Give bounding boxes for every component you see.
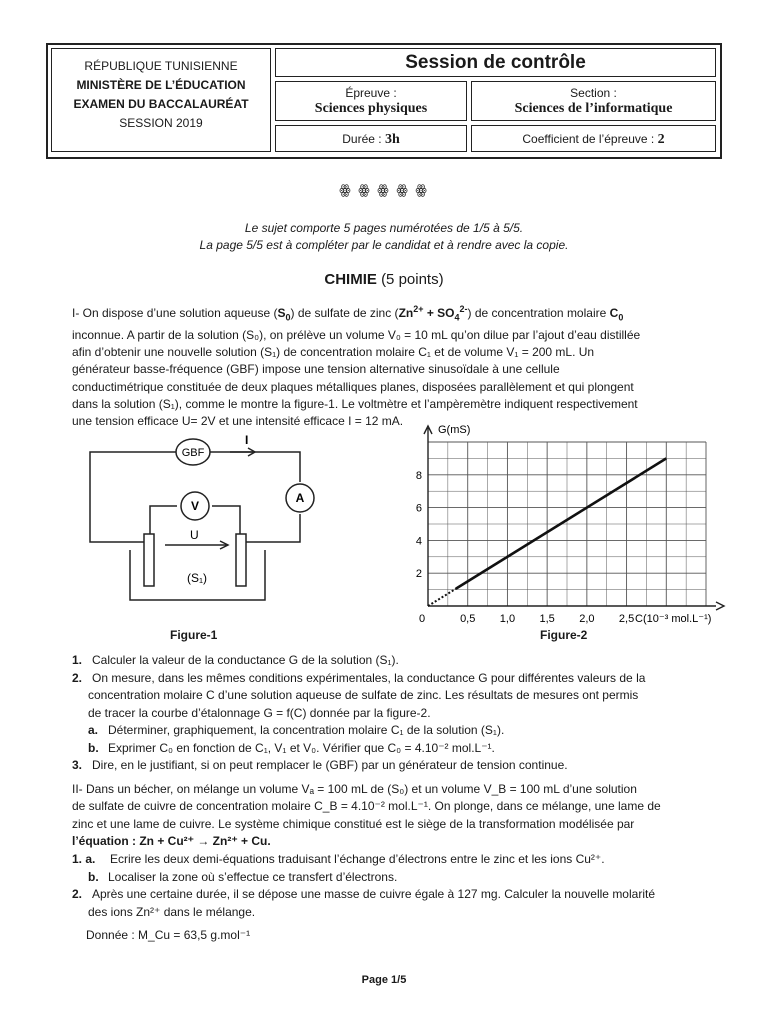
- part1-line-1: I- On dispose d’une solution aqueuse $(S_0)$ de sulfate de zinc $(Zn^{2+} + SO_4^{2-})$ de concentration molaire $C_0$: [72, 304, 624, 323]
- question-text: Déterminer, graphiquement, la concentration molaire C₁ de la solution (S₁).: [108, 723, 505, 737]
- part1-paragraph: [72, 301, 738, 430]
- question-text: On mesure, dans les mêmes conditions expérimentales, la conductance G pour différentes valeurs de la: [92, 670, 646, 685]
- solution-label: (S₁): [186, 571, 208, 585]
- question-number: b.: [88, 869, 99, 884]
- exam-name: EXAMEN DU BACCALAURÉAT: [73, 97, 249, 111]
- session-year: SESSION 2019: [119, 116, 203, 130]
- x-tick-label: 0: [418, 613, 426, 625]
- question-text: Calculer la valeur de la conductance G de la solution (S₁).: [92, 653, 399, 667]
- y-tick-label: 6: [415, 502, 422, 515]
- x-axis-label: C(10⁻³ mol.L⁻¹): [635, 613, 712, 625]
- tension-label: U: [190, 528, 199, 542]
- questions-part2: [72, 851, 738, 921]
- current-label: I: [245, 433, 249, 447]
- x-axis-arrow: [716, 602, 724, 610]
- part1-line-4: générateur basse-fréquence (GBF) impose une tension alternative sinusoïdale à une cellule: [72, 362, 560, 377]
- question-item: [72, 886, 738, 904]
- part1-line-3: afin d’obtenir une nouvelle solution (S₁) de concentration molaire C₁ et de volume V₁ = 200 mL. Un: [72, 344, 595, 359]
- section-title: CHIMIE: [324, 271, 377, 288]
- question-number: 1.: [72, 653, 83, 667]
- question-number: a.: [88, 723, 99, 737]
- intro-line-2: La page 5/5 est à compléter par le candidat et à rendre avec la copie.: [199, 238, 569, 252]
- figure-2-chart: [400, 420, 730, 650]
- given-data: Donnée : M_Cu = 63,5 g.mol⁻¹: [86, 928, 251, 942]
- country-name: RÉPUBLIQUE TUNISIENNE: [84, 59, 238, 73]
- exam-header-table: [46, 43, 722, 159]
- ornament-divider: ꙮ ꙮ ꙮ ꙮ ꙮ: [339, 182, 429, 197]
- figure-1-label: Figure-1: [170, 628, 218, 642]
- figure-2-label: Figure-2: [540, 628, 588, 642]
- section-cell: [471, 81, 716, 121]
- question-text: Localiser la zone où s’effectue ce transfert d’électrons.: [108, 869, 398, 884]
- question-number: b.: [88, 740, 99, 755]
- coef-value: 2: [657, 132, 665, 147]
- question-item: [72, 740, 738, 758]
- section-label: Section :: [570, 86, 617, 100]
- section-heading: [0, 271, 768, 288]
- question-text: de tracer la courbe d’étalonnage G = f(C) donnée par la figure-2.: [88, 705, 431, 720]
- coef-label: Coefficient de l’épreuve :: [522, 132, 655, 146]
- questions-part1: [72, 652, 738, 775]
- part2-line-1: II- Dans un bécher, on mélange un volume Vₐ = 100 mL de (S₀) et un volume V_B = 100 mL d’une solution: [72, 782, 637, 796]
- part1-line-6: dans la solution (S₁), comme le montre la figure-1. Le voltmètre et l’ampèremètre indiquent respectivement: [72, 396, 638, 411]
- ammeter-label: A: [295, 491, 305, 505]
- y-tick-label: 4: [415, 535, 422, 548]
- part1-line-2: inconnue. A partir de la solution (S₀), on prélève un volume V₀ = 10 mL qu’on dilue par l’ajout d’eau distillée: [72, 327, 641, 342]
- section-points: (5 points): [381, 271, 444, 288]
- ministry-name: MINISTÈRE DE L’ÉDUCATION: [76, 78, 246, 92]
- part2-paragraph: [72, 781, 738, 850]
- page-number: Page 1/5: [361, 974, 407, 986]
- question-item: [72, 851, 738, 869]
- question-text: concentration molaire C d’une solution aqueuse de sulfate de zinc. Les résultats de mesures ont permis: [88, 688, 639, 702]
- question-item: [72, 670, 738, 688]
- question-item: [72, 722, 738, 740]
- session-title: Session de contrôle: [275, 48, 716, 77]
- y-tick-label: 2: [415, 568, 422, 581]
- institution-block: [51, 48, 271, 152]
- question-item: [72, 904, 738, 922]
- y-tick-label: 8: [415, 469, 422, 482]
- x-tick-label: 2,5: [618, 613, 635, 625]
- x-tick-label: 1,0: [499, 613, 516, 625]
- intro-line-1: Le sujet comporte 5 pages numérotées de 1/5 à 5/5.: [244, 221, 524, 235]
- question-item: [72, 652, 738, 670]
- part1-line-7: une tension efficace U= 2V et une intensité efficace I = 12 mA.: [72, 414, 404, 429]
- question-number: 2.: [72, 887, 83, 901]
- question-text: Exprimer C₀ en fonction de C₁, V₁ et V₀. Vérifier que C₀ = 4.10⁻² mol.L⁻¹.: [108, 740, 495, 755]
- part1-line-5: conductimétrique constituée de deux plaques métalliques planes, disposées parallèlement et qui plongent: [72, 379, 634, 394]
- figure-1-circuit: [80, 430, 380, 620]
- coef-cell: [471, 125, 716, 152]
- question-item: [72, 869, 738, 887]
- x-tick-label: 2,0: [579, 613, 595, 625]
- section-value: Sciences de l’informatique: [514, 101, 673, 116]
- question-text: Dire, en le justifiant, si on peut remplacer le (GBF) par un générateur de tension continue.: [92, 758, 568, 772]
- voltmeter-label: V: [190, 499, 200, 513]
- question-text: Après une certaine durée, il se dépose une masse de cuivre égale à 127 mg. Calculer la nouvelle molarité: [92, 887, 655, 901]
- y-axis-label: G(mS): [438, 424, 471, 436]
- x-tick-label: 1,5: [539, 613, 555, 625]
- duree-label: Durée :: [342, 132, 382, 146]
- question-number: 3.: [72, 758, 83, 772]
- question-text: des ions Zn²⁺ dans le mélange.: [88, 904, 256, 919]
- part2-line-2: de sulfate de cuivre de concentration molaire C_B = 4.10⁻² mol.L⁻¹. On plonge, dans ce mélange, une lame de: [72, 799, 661, 814]
- question-number: 2.: [72, 670, 83, 685]
- epreuve-value: Sciences physiques: [314, 101, 428, 116]
- x-tick-label: 0,5: [460, 613, 476, 625]
- series-line-extrapolated: [428, 589, 456, 606]
- question-number: 1. a.: [72, 852, 96, 866]
- gbf-label: GBF: [181, 447, 205, 459]
- duree-value: 3h: [384, 132, 400, 147]
- question-item: [72, 757, 738, 775]
- epreuve-cell: [275, 81, 467, 121]
- question-item: [72, 687, 738, 705]
- question-item: [72, 705, 738, 723]
- epreuve-label: Épreuve :: [345, 86, 397, 100]
- duree-cell: [275, 125, 467, 152]
- part2-line-3: zinc et une lame de cuivre. Le système chimique constitué est le siège de la transformation modélisée par: [72, 816, 635, 831]
- question-text: Ecrire les deux demi-équations traduisant l’échange d’électrons entre le zinc et les ions Cu²⁺.: [110, 852, 605, 866]
- part2-equation: l’équation : Zn + Cu²⁺ → Zn²⁺ + Cu.: [72, 833, 271, 848]
- chart-axes: [424, 426, 724, 610]
